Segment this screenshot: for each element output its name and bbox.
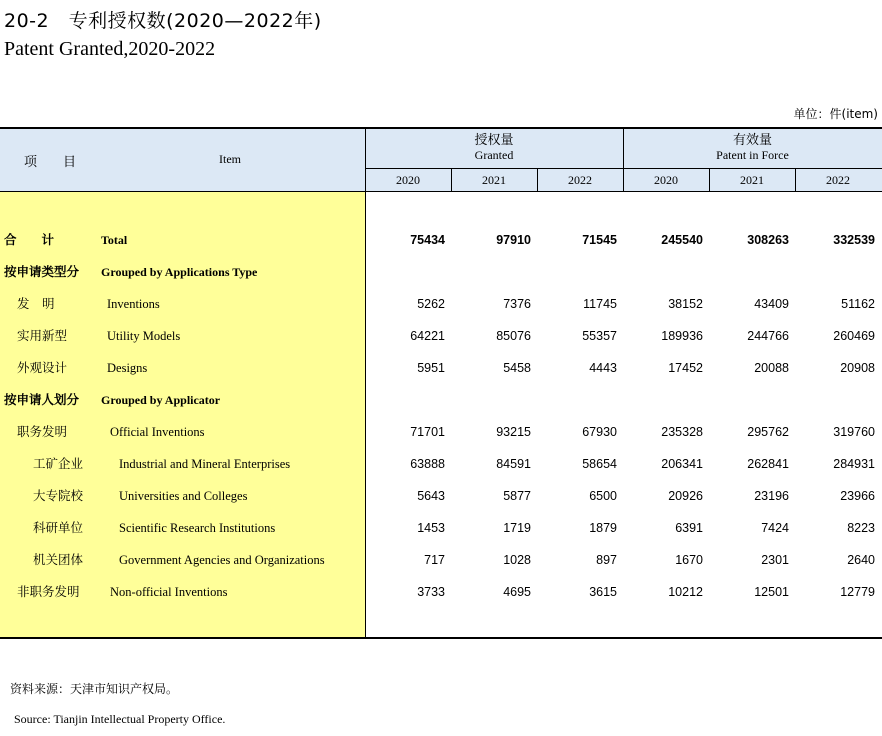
table-cell-value: 75434 (410, 233, 445, 247)
table-row (0, 486, 882, 506)
row-label-cn: 职务发明 (17, 424, 68, 439)
table-row (0, 550, 882, 570)
table-row (0, 358, 882, 378)
table-cell-value: 58654 (582, 457, 617, 471)
table-cell-value: 295762 (747, 425, 789, 439)
table-cell-value: 23966 (840, 489, 875, 503)
row-label-en: Scientific Research Institutions (119, 521, 276, 535)
table-cell-value: 51162 (841, 297, 875, 311)
table-cell-value: 85076 (496, 329, 531, 343)
table-cell-value: 260469 (833, 329, 875, 343)
item-header-cn: 项 目 (24, 155, 77, 170)
table-cell-value: 1453 (417, 521, 445, 535)
row-label-cn: 大专院校 (33, 488, 84, 503)
table-cell-value: 5951 (417, 361, 445, 375)
table-cell-value: 11745 (583, 297, 617, 311)
table-row (0, 582, 882, 602)
table-cell-value: 244766 (747, 329, 789, 343)
table-row (0, 230, 882, 250)
year-header: 2021 (482, 173, 506, 187)
row-label-cn: 机关团体 (33, 552, 84, 567)
table-cell-value: 284931 (833, 457, 875, 471)
table-cell-value: 38152 (668, 297, 703, 311)
row-label-en: Official Inventions (110, 425, 205, 439)
table-cell-value: 1028 (503, 553, 531, 567)
table-cell-value: 63888 (410, 457, 445, 471)
table-cell-value: 2640 (847, 553, 875, 567)
table-cell-value: 1670 (675, 553, 703, 567)
table-cell-value: 64221 (410, 329, 445, 343)
table-cell-value: 5458 (503, 361, 531, 375)
data-table (0, 127, 882, 639)
table-cell-value: 5877 (503, 489, 531, 503)
year-header: 2022 (568, 173, 592, 187)
row-label-en: Grouped by Applications Type (101, 265, 258, 279)
table-cell-value: 20908 (840, 361, 875, 375)
table-cell-value: 7376 (503, 297, 531, 311)
header-bottom-border (0, 191, 882, 192)
force-header-en: Patent in Force (716, 148, 789, 162)
table-cell-value: 717 (424, 553, 445, 567)
table-cell-value: 20926 (668, 489, 703, 503)
table-cell-value: 84591 (496, 457, 531, 471)
table-cell-value: 332539 (833, 233, 875, 247)
table-cell-value: 262841 (747, 457, 789, 471)
row-label-cn: 发 明 (17, 296, 55, 311)
table-cell-value: 43409 (754, 297, 789, 311)
table-cell-value: 67930 (582, 425, 617, 439)
table-cell-value: 319760 (833, 425, 875, 439)
table-top-border (0, 127, 882, 129)
table-cell-value: 7424 (761, 521, 789, 535)
page-title-cn: 20-2 专利授权数(2020—2022年) (4, 10, 322, 32)
row-label-cn: 按申请类型分 (4, 264, 80, 279)
table-cell-value: 97910 (496, 233, 531, 247)
row-label-cn: 工矿企业 (33, 456, 84, 471)
table-row (0, 518, 882, 538)
table-cell-value: 206341 (661, 457, 703, 471)
table-cell-value: 897 (596, 553, 617, 567)
table-bottom-border (0, 637, 882, 639)
table-cell-value: 8223 (847, 521, 875, 535)
table-cell-value: 308263 (747, 233, 789, 247)
table-row (0, 422, 882, 442)
year-header: 2022 (826, 173, 850, 187)
table-cell-value: 17452 (668, 361, 703, 375)
table-cell-value: 1879 (589, 521, 617, 535)
table-cell-value: 12779 (840, 585, 875, 599)
table-cell-value: 3733 (417, 585, 445, 599)
table-cell-value: 10212 (668, 585, 703, 599)
year-header: 2021 (740, 173, 764, 187)
table-cell-value: 5643 (417, 489, 445, 503)
year-header: 2020 (396, 173, 420, 187)
row-label-cn: 外观设计 (17, 360, 68, 375)
row-label-en: Grouped by Applicator (101, 393, 221, 407)
table-cell-value: 6391 (675, 521, 703, 535)
row-label-en: Inventions (107, 297, 160, 311)
unit-label: 单位：件(item) (793, 107, 878, 121)
row-label-en: Industrial and Mineral Enterprises (119, 457, 291, 471)
table-cell-value: 93215 (496, 425, 531, 439)
table-row (0, 326, 882, 346)
table-cell-value: 1719 (503, 521, 531, 535)
row-label-en: Utility Models (107, 329, 181, 343)
item-header-en: Item (219, 152, 241, 166)
table-cell-value: 235328 (661, 425, 703, 439)
table-cell-value: 4443 (589, 361, 617, 375)
row-label-cn: 科研单位 (33, 520, 84, 535)
table-cell-value: 71701 (410, 425, 445, 439)
source-note-cn: 资料来源：天津市知识产权局。 (10, 682, 179, 696)
granted-header-en: Granted (474, 148, 514, 162)
table-cell-value: 71545 (582, 233, 617, 247)
table-cell-value: 23196 (754, 489, 789, 503)
row-label-en: Non-official Inventions (110, 585, 228, 599)
table-cell-value: 55357 (582, 329, 617, 343)
table-cell-value: 189936 (661, 329, 703, 343)
year-header: 2020 (654, 173, 678, 187)
force-header-cn: 有效量 (732, 133, 772, 148)
row-label-en: Total (101, 233, 128, 247)
row-label-en: Government Agencies and Organizations (119, 553, 325, 567)
granted-header-cn: 授权量 (474, 133, 514, 148)
row-label-cn: 合 计 (4, 232, 55, 247)
table-row (0, 262, 882, 282)
row-label-cn: 按申请人划分 (4, 392, 80, 407)
table-cell-value: 6500 (589, 489, 617, 503)
row-label-cn: 实用新型 (17, 328, 68, 343)
table-row (0, 390, 882, 410)
table-cell-value: 12501 (754, 585, 789, 599)
granted-header (365, 133, 623, 163)
table-row (0, 454, 882, 474)
force-header (623, 133, 882, 163)
table-cell-value: 2301 (761, 553, 789, 567)
table-cell-value: 5262 (417, 297, 445, 311)
table-cell-value: 4695 (503, 585, 531, 599)
row-label-en: Designs (107, 361, 148, 375)
table-cell-value: 3615 (589, 585, 617, 599)
source-note-en: Source: Tianjin Intellectual Property Office. (14, 712, 226, 726)
table-cell-value: 245540 (661, 233, 703, 247)
page-title-en: Patent Granted,2020-2022 (4, 38, 216, 60)
table-row (0, 294, 882, 314)
row-label-en: Universities and Colleges (119, 489, 248, 503)
row-label-cn: 非职务发明 (17, 584, 80, 599)
table-cell-value: 20088 (754, 361, 789, 375)
